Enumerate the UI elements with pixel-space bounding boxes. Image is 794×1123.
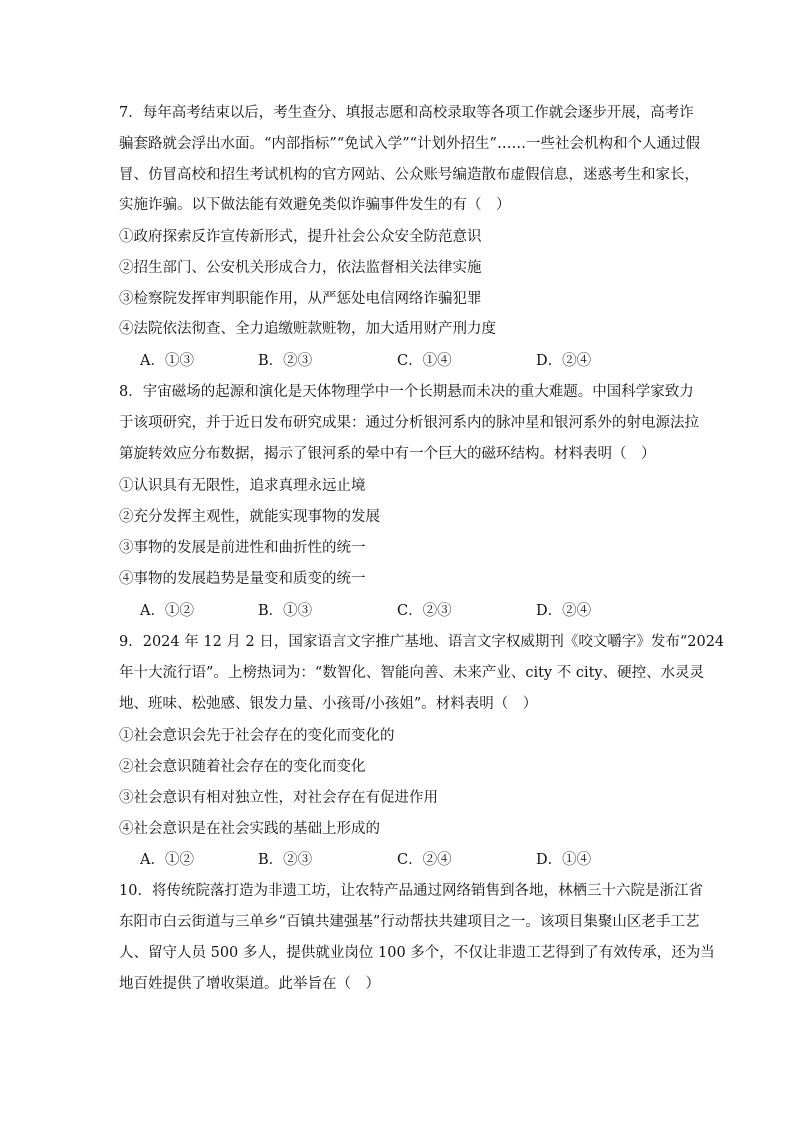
question-7-option-b[interactable]: B．②③ (258, 353, 313, 369)
question-7-item-1: ①政府探索反诈宣传新形式，提升社会公众安全防范意识 (119, 229, 482, 245)
question-8-stem-line-3: 第旋转效应分布数据，揭示了银河系的晕中有一个巨大的磁环结构。材料表明（ ） (119, 446, 656, 462)
question-9-stem-line-2: 年十大流行语”。上榜热词为：“数智化、智能向善、未来产业、city 不 city、硬控、水灵灵 (119, 665, 705, 681)
question-7-item-4: ④法院依法彻查、全力追缴赃款赃物，加大适用财产刑力度 (119, 321, 496, 337)
question-8-stem-line-1: 8．宇宙磁场的起源和演化是天体物理学中一个长期悬而未决的重大难题。中国科学家致力 (119, 384, 694, 400)
question-7-stem-line-3: 冒、仿冒高校和招生考试机构的官方网站、公众账号编造散布虚假信息，迷惑考生和家长， (119, 167, 699, 183)
question-10-stem-line-1: 10．将传统院落打造为非遗工坊，让农特产品通过网络销售到各地，林栖三十六院是浙江省 (119, 883, 703, 899)
question-9-stem-line-3: 地、班味、松弛感、银发力量、小孩哥/小孩姐”。材料表明（ ） (119, 696, 538, 712)
question-7-item-3: ③检察院发挥审判职能作用，从严惩处电信网络诈骗犯罪 (119, 291, 482, 307)
question-9-option-a[interactable]: A．①② (140, 852, 194, 868)
question-10-stem-line-4: 地百姓提供了增收渠道。此举旨在（ ） (119, 976, 380, 992)
question-8-item-4: ④事物的发展趋势是量变和质变的统一 (119, 571, 366, 587)
question-8-option-b[interactable]: B．①③ (258, 603, 313, 619)
question-7-option-c[interactable]: C．①④ (397, 353, 452, 369)
question-7-item-2: ②招生部门、公安机关形成合力，依法监督相关法律实施 (119, 260, 482, 276)
question-9-item-4: ④社会意识是在社会实践的基础上形成的 (119, 821, 380, 837)
question-8-item-1: ①认识具有无限性，追求真理永远止境 (119, 478, 366, 494)
question-7-stem-line-2: 骗套路就会浮出水面。“内部指标”“免试入学”“计划外招生”……一些社会机构和个人通过假 (119, 136, 700, 152)
question-9-stem-line-1: 9．2024 年 12 月 2 日，国家语言文字推广基地、语言文字权威期刊《咬文嚼字》发布“2024 (119, 634, 725, 650)
question-8-option-c[interactable]: C．②③ (397, 603, 452, 619)
question-7-stem-line-1: 7．每年高考结束以后，考生查分、填报志愿和高校录取等各项工作就会逐步开展，高考诈 (119, 105, 694, 121)
question-7-option-a[interactable]: A．①③ (140, 353, 194, 369)
question-8-option-a[interactable]: A．①② (140, 603, 194, 619)
question-8-stem-line-2: 于该项研究，并于近日发布研究成果：通过分析银河系内的脉冲星和银河系外的射电源法拉 (119, 415, 699, 431)
question-10-stem-line-2: 东阳市白云街道与三单乡“百镇共建强基”行动帮扶共建项目之一。该项目集聚山区老手工艺 (119, 914, 700, 930)
question-9-option-c[interactable]: C．②④ (397, 852, 452, 868)
question-9-option-d[interactable]: D．①④ (536, 852, 592, 868)
question-9-item-1: ①社会意识会先于社会存在的变化而变化的 (119, 728, 395, 744)
question-8-item-3: ③事物的发展是前进性和曲折性的统一 (119, 540, 366, 556)
question-7-option-d[interactable]: D．②④ (536, 353, 592, 369)
question-9-option-b[interactable]: B．②③ (258, 852, 313, 868)
question-9-item-2: ②社会意识随着社会存在的变化而变化 (119, 759, 366, 775)
question-7-stem-line-4: 实施诈骗。以下做法能有效避免类似诈骗事件发生的有（ ） (119, 197, 511, 213)
question-8-option-d[interactable]: D．②④ (536, 603, 592, 619)
question-9-item-3: ③社会意识有相对独立性，对社会存在有促进作用 (119, 790, 438, 806)
question-10-stem-line-3: 人、留守人员 500 多人，提供就业岗位 100 多个，不仅让非遗工艺得到了有效传承，还为当 (119, 945, 715, 961)
question-8-item-2: ②充分发挥主观性，就能实现事物的发展 (119, 509, 380, 525)
